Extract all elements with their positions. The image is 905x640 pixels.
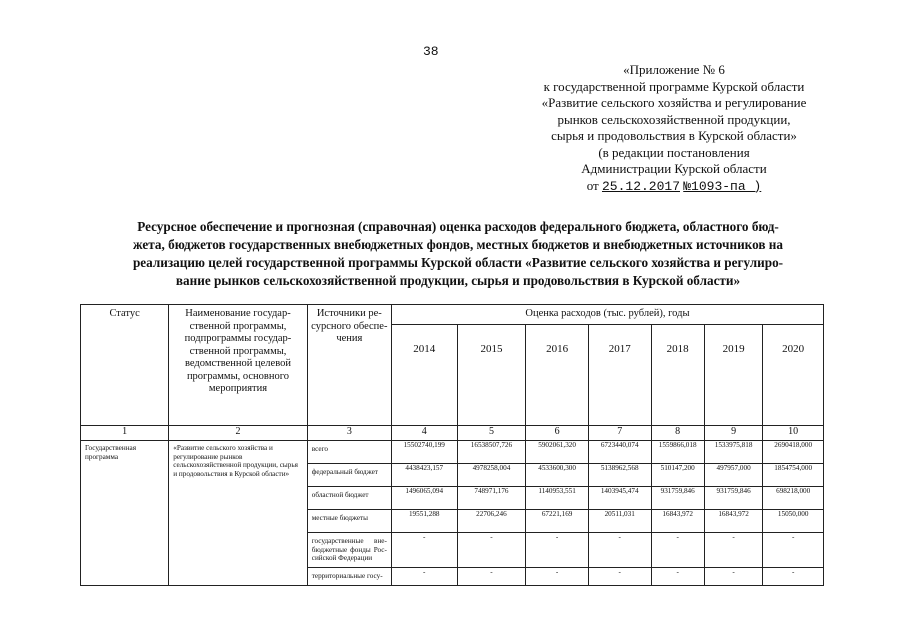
appendix-line: «Приложение № 6 (623, 62, 725, 77)
value-cell: - (457, 533, 526, 568)
source-cell: всего (307, 441, 391, 464)
value-cell: - (763, 568, 824, 586)
value-cell: 20511,031 (588, 510, 651, 533)
header-year: 2015 (457, 325, 526, 426)
value-cell: 16843,972 (651, 510, 704, 533)
value-cell: 1496065,094 (391, 487, 457, 510)
appendix-line: сырья и продовольствия в Курской области» (551, 128, 797, 143)
column-number: 1 (81, 426, 169, 441)
value-cell: 2690418,000 (763, 441, 824, 464)
source-cell: местные бюджеты (307, 510, 391, 533)
source-cell: областной бюджет (307, 487, 391, 510)
value-cell: 19551,288 (391, 510, 457, 533)
column-number: 3 (307, 426, 391, 441)
header-year: 2020 (763, 325, 824, 426)
value-cell: 22706,246 (457, 510, 526, 533)
header-name: Наименование государ-ственной программы, подпрограммы государ-ственной программы, ведомственной целевой программы, основного мероприятия (169, 305, 308, 426)
budget-table (80, 304, 824, 586)
title-line: вание рынков сельскохозяйственной продукции, сырья и продовольствия в Курской области» (175, 273, 741, 288)
column-number: 4 (391, 426, 457, 441)
value-cell: 1140953,551 (526, 487, 589, 510)
value-cell: 510147,200 (651, 464, 704, 487)
value-cell: - (763, 533, 824, 568)
value-cell: 1559866,018 (651, 441, 704, 464)
column-number: 2 (169, 426, 308, 441)
header-year: 2014 (391, 325, 457, 426)
value-cell: - (391, 533, 457, 568)
header-year: 2018 (651, 325, 704, 426)
title-line: жета, бюджетов государственных внебюджетных фондов, местных бюджетов и внебюджетных источников на (133, 237, 783, 252)
program-name-cell: «Развитие сельского хозяйства и регулирование рынков сельскохозяйственной продукции, сырья и продовольствия в Курской области» (169, 441, 308, 586)
title-line: реализацию целей государственной программы Курской области «Развитие сельского хозяйства и регулиро- (132, 255, 784, 270)
header-row (81, 305, 824, 325)
value-cell: - (391, 568, 457, 586)
status-cell: Государственная программа (81, 441, 169, 586)
value-cell: - (704, 568, 762, 586)
header-year: 2017 (588, 325, 651, 426)
resolution-number: №1093-па ) (683, 178, 762, 194)
source-cell: территориальные госу- (307, 568, 391, 586)
date-prefix: от (586, 177, 599, 193)
appendix-line: «Развитие сельского хозяйства и регулирование (541, 95, 807, 110)
value-cell: 1854754,000 (763, 464, 824, 487)
table-row (81, 441, 824, 464)
value-cell: 931759,846 (651, 487, 704, 510)
value-cell: 4978258,004 (457, 464, 526, 487)
column-number: 6 (526, 426, 589, 441)
value-cell: 931759,846 (704, 487, 762, 510)
value-cell: 16538507,726 (457, 441, 526, 464)
appendix-date-line (498, 178, 850, 196)
value-cell: 497957,000 (704, 464, 762, 487)
value-cell: 5138962,568 (588, 464, 651, 487)
header-source: Источники ре-сурсного обеспе-чения (307, 305, 391, 426)
value-cell: - (704, 533, 762, 568)
source-cell: государственные вне-бюджетные фонды Рос-сийской Федерации (307, 533, 391, 568)
value-cell: - (588, 533, 651, 568)
header-year: 2019 (704, 325, 762, 426)
value-cell: - (526, 533, 589, 568)
value-cell: 4533600,300 (526, 464, 589, 487)
value-cell: 5902061,320 (526, 441, 589, 464)
column-number-row (81, 426, 824, 441)
value-cell: 15502740,199 (391, 441, 457, 464)
column-number: 8 (651, 426, 704, 441)
value-cell: 16843,972 (704, 510, 762, 533)
column-number: 9 (704, 426, 762, 441)
page-number: 38 (423, 44, 439, 59)
column-number: 7 (588, 426, 651, 441)
appendix-line: к государственной программе Курской области (543, 78, 805, 94)
value-cell: 698218,000 (763, 487, 824, 510)
value-cell: 67221,169 (526, 510, 589, 533)
value-cell: - (526, 568, 589, 586)
value-cell: - (588, 568, 651, 586)
column-number: 10 (763, 426, 824, 441)
title-line: Ресурсное обеспечение и прогнозная (справочная) оценка расходов федерального бюджета, областного бюд- (137, 219, 779, 234)
value-cell: 15050,000 (763, 510, 824, 533)
header-estimate: Оценка расходов (тыс. рублей), годы (391, 305, 823, 325)
value-cell: 1533975,818 (704, 441, 762, 464)
appendix-line: рынков сельскохозяйственной продукции, (557, 111, 791, 127)
resolution-date: 25.12.2017 (601, 178, 680, 194)
value-cell: - (457, 568, 526, 586)
value-cell: 1403945,474 (588, 487, 651, 510)
value-cell: 6723440,074 (588, 441, 651, 464)
appendix-line: (в редакции постановления (598, 144, 750, 160)
value-cell: 748971,176 (457, 487, 526, 510)
value-cell: 4438423,157 (391, 464, 457, 487)
document-title (78, 218, 838, 290)
value-cell: - (651, 568, 704, 586)
appendix-block (498, 62, 850, 195)
header-year: 2016 (526, 325, 589, 426)
column-number: 5 (457, 426, 526, 441)
value-cell: - (651, 533, 704, 568)
appendix-line: Администрации Курской области (581, 161, 767, 176)
source-cell: федеральный бюджет (307, 464, 391, 487)
header-status: Статус (81, 305, 169, 426)
